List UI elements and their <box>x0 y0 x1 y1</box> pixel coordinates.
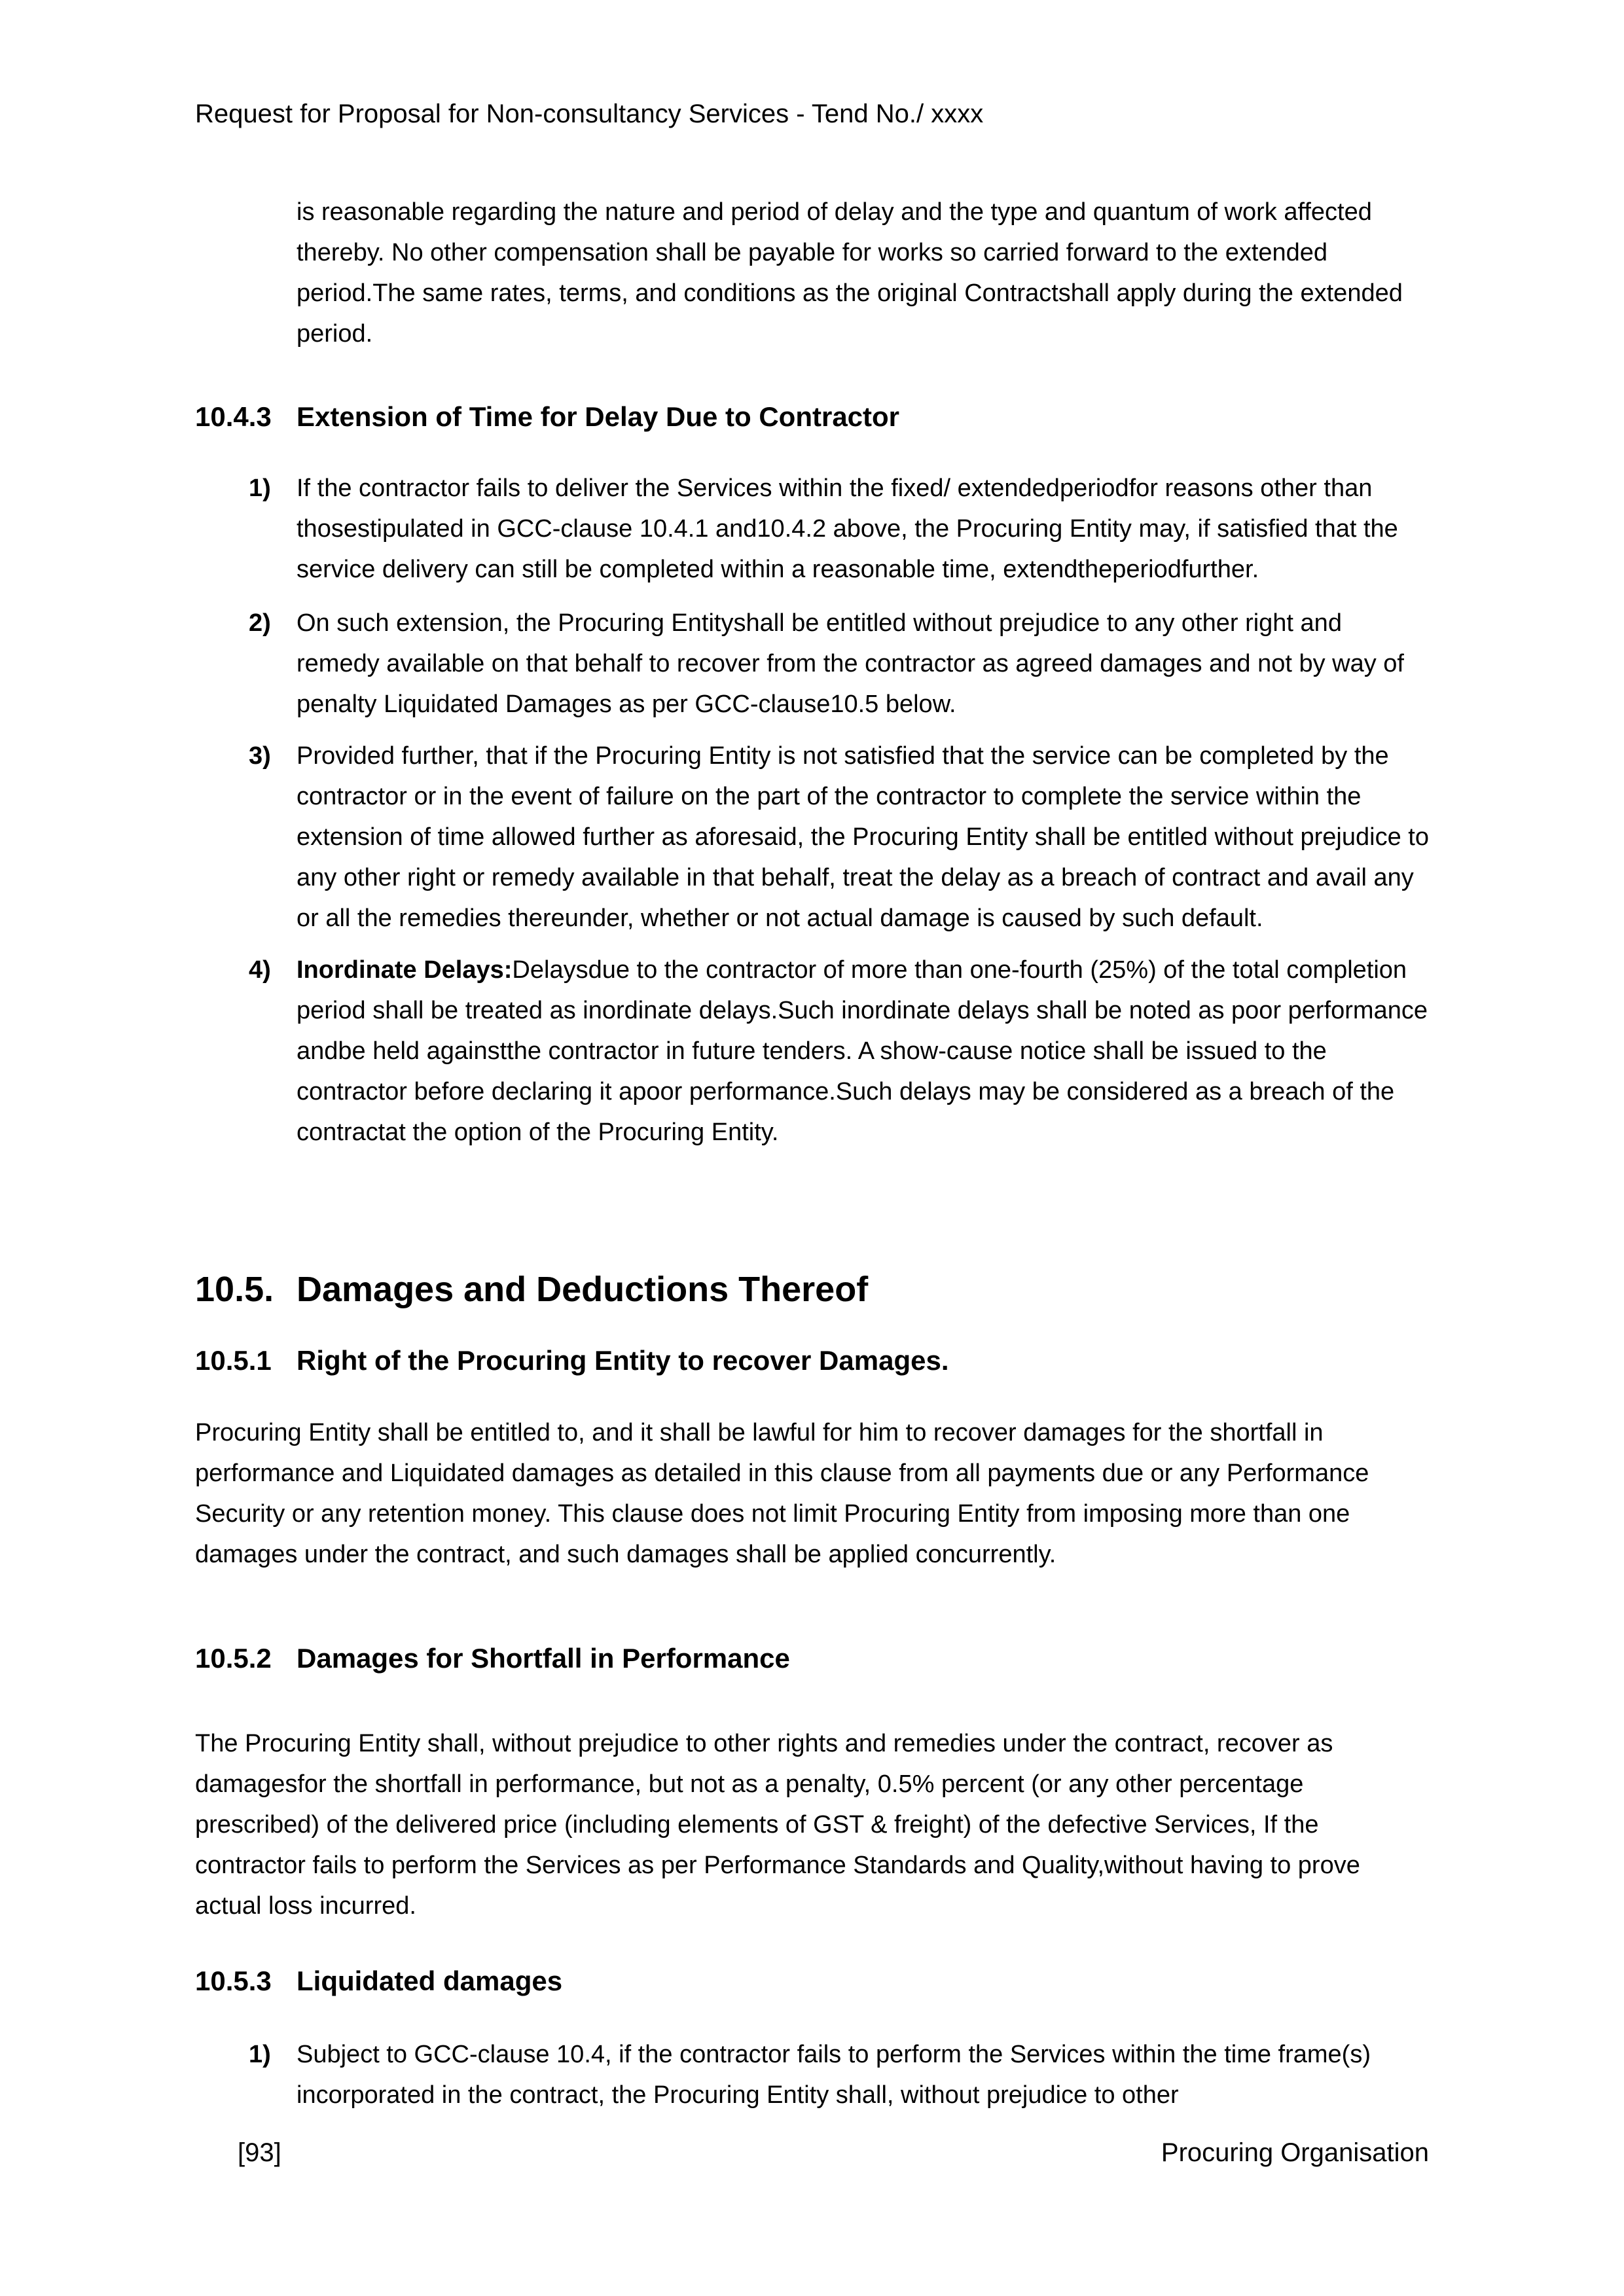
footer-organisation: Procuring Organisation <box>1161 2138 1429 2167</box>
list-item-text: If the contractor fails to deliver the Services within the fixed/ extendedperiodfor reasons other than thosestipulated in GCC-clause 10.4.1 and10.4.2 above, the Procuring Entity may, if satisfied that the service delivery can still be completed within a reasonable time, extendtheperiodfurther. <box>297 475 1398 583</box>
heading-number: 10.5.1 <box>195 1345 272 1376</box>
heading-number: 10.5.3 <box>195 1965 272 1996</box>
paragraph-10-5-1: Procuring Entity shall be entitled to, and it shall be lawful for him to recover damages for the shortfall in performance and Liquidated damages as detailed in this clause from all payments due or any Performance Security or any retention money. This clause does not limit Procuring Entity from imposing more than one damages under the contract, and such damages shall be applied concurrently. <box>195 1419 1369 1568</box>
list-item-text: Provided further, that if the Procuring Entity is not satisfied that the service can be completed by the contractor or in the event of failure on the part of the contractor to complete the service within the extension of time allowed further as aforesaid, the Procuring Entity shall be entitled without prejudice to any other right or remedy available in that behalf, treat the delay as a breach of contract and avail any or all the remedies thereunder, whether or not actual damage is caused by such default. <box>297 742 1429 932</box>
list-item-text: Delaysdue to the contractor of more than one-fourth (25%) of the total completion period shall be treated as inordinate delays.Such inordinate delays shall be noted as poor performance andbe held againstthe contractor in future tenders. A show-cause notice shall be issued to the contractor before declaring it apoor performance.Such delays may be considered as a breach of the contractat the option of the Procuring Entity. <box>297 956 1428 1146</box>
heading-number: 10.4.3 <box>195 401 272 432</box>
section-heading-10-4-3 <box>195 398 1429 436</box>
numbered-list-10-4-3 <box>195 468 1429 1164</box>
list-item <box>195 736 1429 939</box>
heading-title: Right of the Procuring Entity to recover Damages. <box>297 1345 949 1376</box>
paragraph-10-5-2: The Procuring Entity shall, without prejudice to other rights and remedies under the contract, recover as damagesfor the shortfall in performance, but not as a penalty, 0.5% percent (or any other percentage prescribed) of the delivered price (including elements of GST & freight) of the defective Services, If the contractor fails to perform the Services as per Performance Standards and Quality,without having to prove actual loss incurred. <box>195 1730 1360 1920</box>
numbered-list-10-5-3 <box>195 2034 1429 2126</box>
list-item-number: 2) <box>249 609 271 637</box>
heading-title: Extension of Time for Delay Due to Contractor <box>297 401 900 432</box>
list-item <box>195 468 1429 590</box>
section-heading-10-5-3 <box>195 1962 1429 2000</box>
heading-title: Damages for Shortfall in Performance <box>297 1643 790 1674</box>
list-item-number: 4) <box>249 956 271 984</box>
list-item-text: Subject to GCC-clause 10.4, if the contractor fails to perform the Services within the time frame(s) incorporated in the contract, the Procuring Entity shall, without prejudice to other <box>297 2041 1371 2109</box>
list-item-number: 3) <box>249 742 271 770</box>
heading-title: Liquidated damages <box>297 1965 563 1996</box>
section-heading-10-5-2 <box>195 1640 1429 1677</box>
heading-title: Damages and Deductions Thereof <box>297 1270 869 1309</box>
page-header <box>195 97 1427 131</box>
section-heading-10-5 <box>195 1266 1429 1312</box>
page-number: [93] <box>238 2138 281 2167</box>
list-item-text: On such extension, the Procuring Entityshall be entitled without prejudice to any other right and remedy available on that behalf to recover from the contractor as agreed damages and not by way of penalty Liquidated Damages as per GCC-clause10.5 below. <box>297 609 1404 718</box>
page-header-title: Request for Proposal for Non-consultancy Services - Tend No./ xxxx <box>195 99 984 128</box>
list-item-number: 1) <box>249 2041 271 2068</box>
list-item-number: 1) <box>249 475 271 502</box>
heading-number: 10.5.2 <box>195 1643 272 1674</box>
list-item <box>195 2034 1429 2115</box>
heading-number: 10.5. <box>195 1270 274 1309</box>
list-item-bold-lead: Inordinate Delays: <box>297 956 513 984</box>
list-item <box>195 950 1429 1153</box>
list-item <box>195 603 1429 725</box>
intro-paragraph: is reasonable regarding the nature and period of delay and the type and quantum of work affected thereby. No other compensation shall be payable for works so carried forward to the extended period.The same rates, terms, and conditions as the original Contractshall apply during the extended period. <box>297 198 1403 348</box>
section-heading-10-5-1 <box>195 1342 1429 1380</box>
